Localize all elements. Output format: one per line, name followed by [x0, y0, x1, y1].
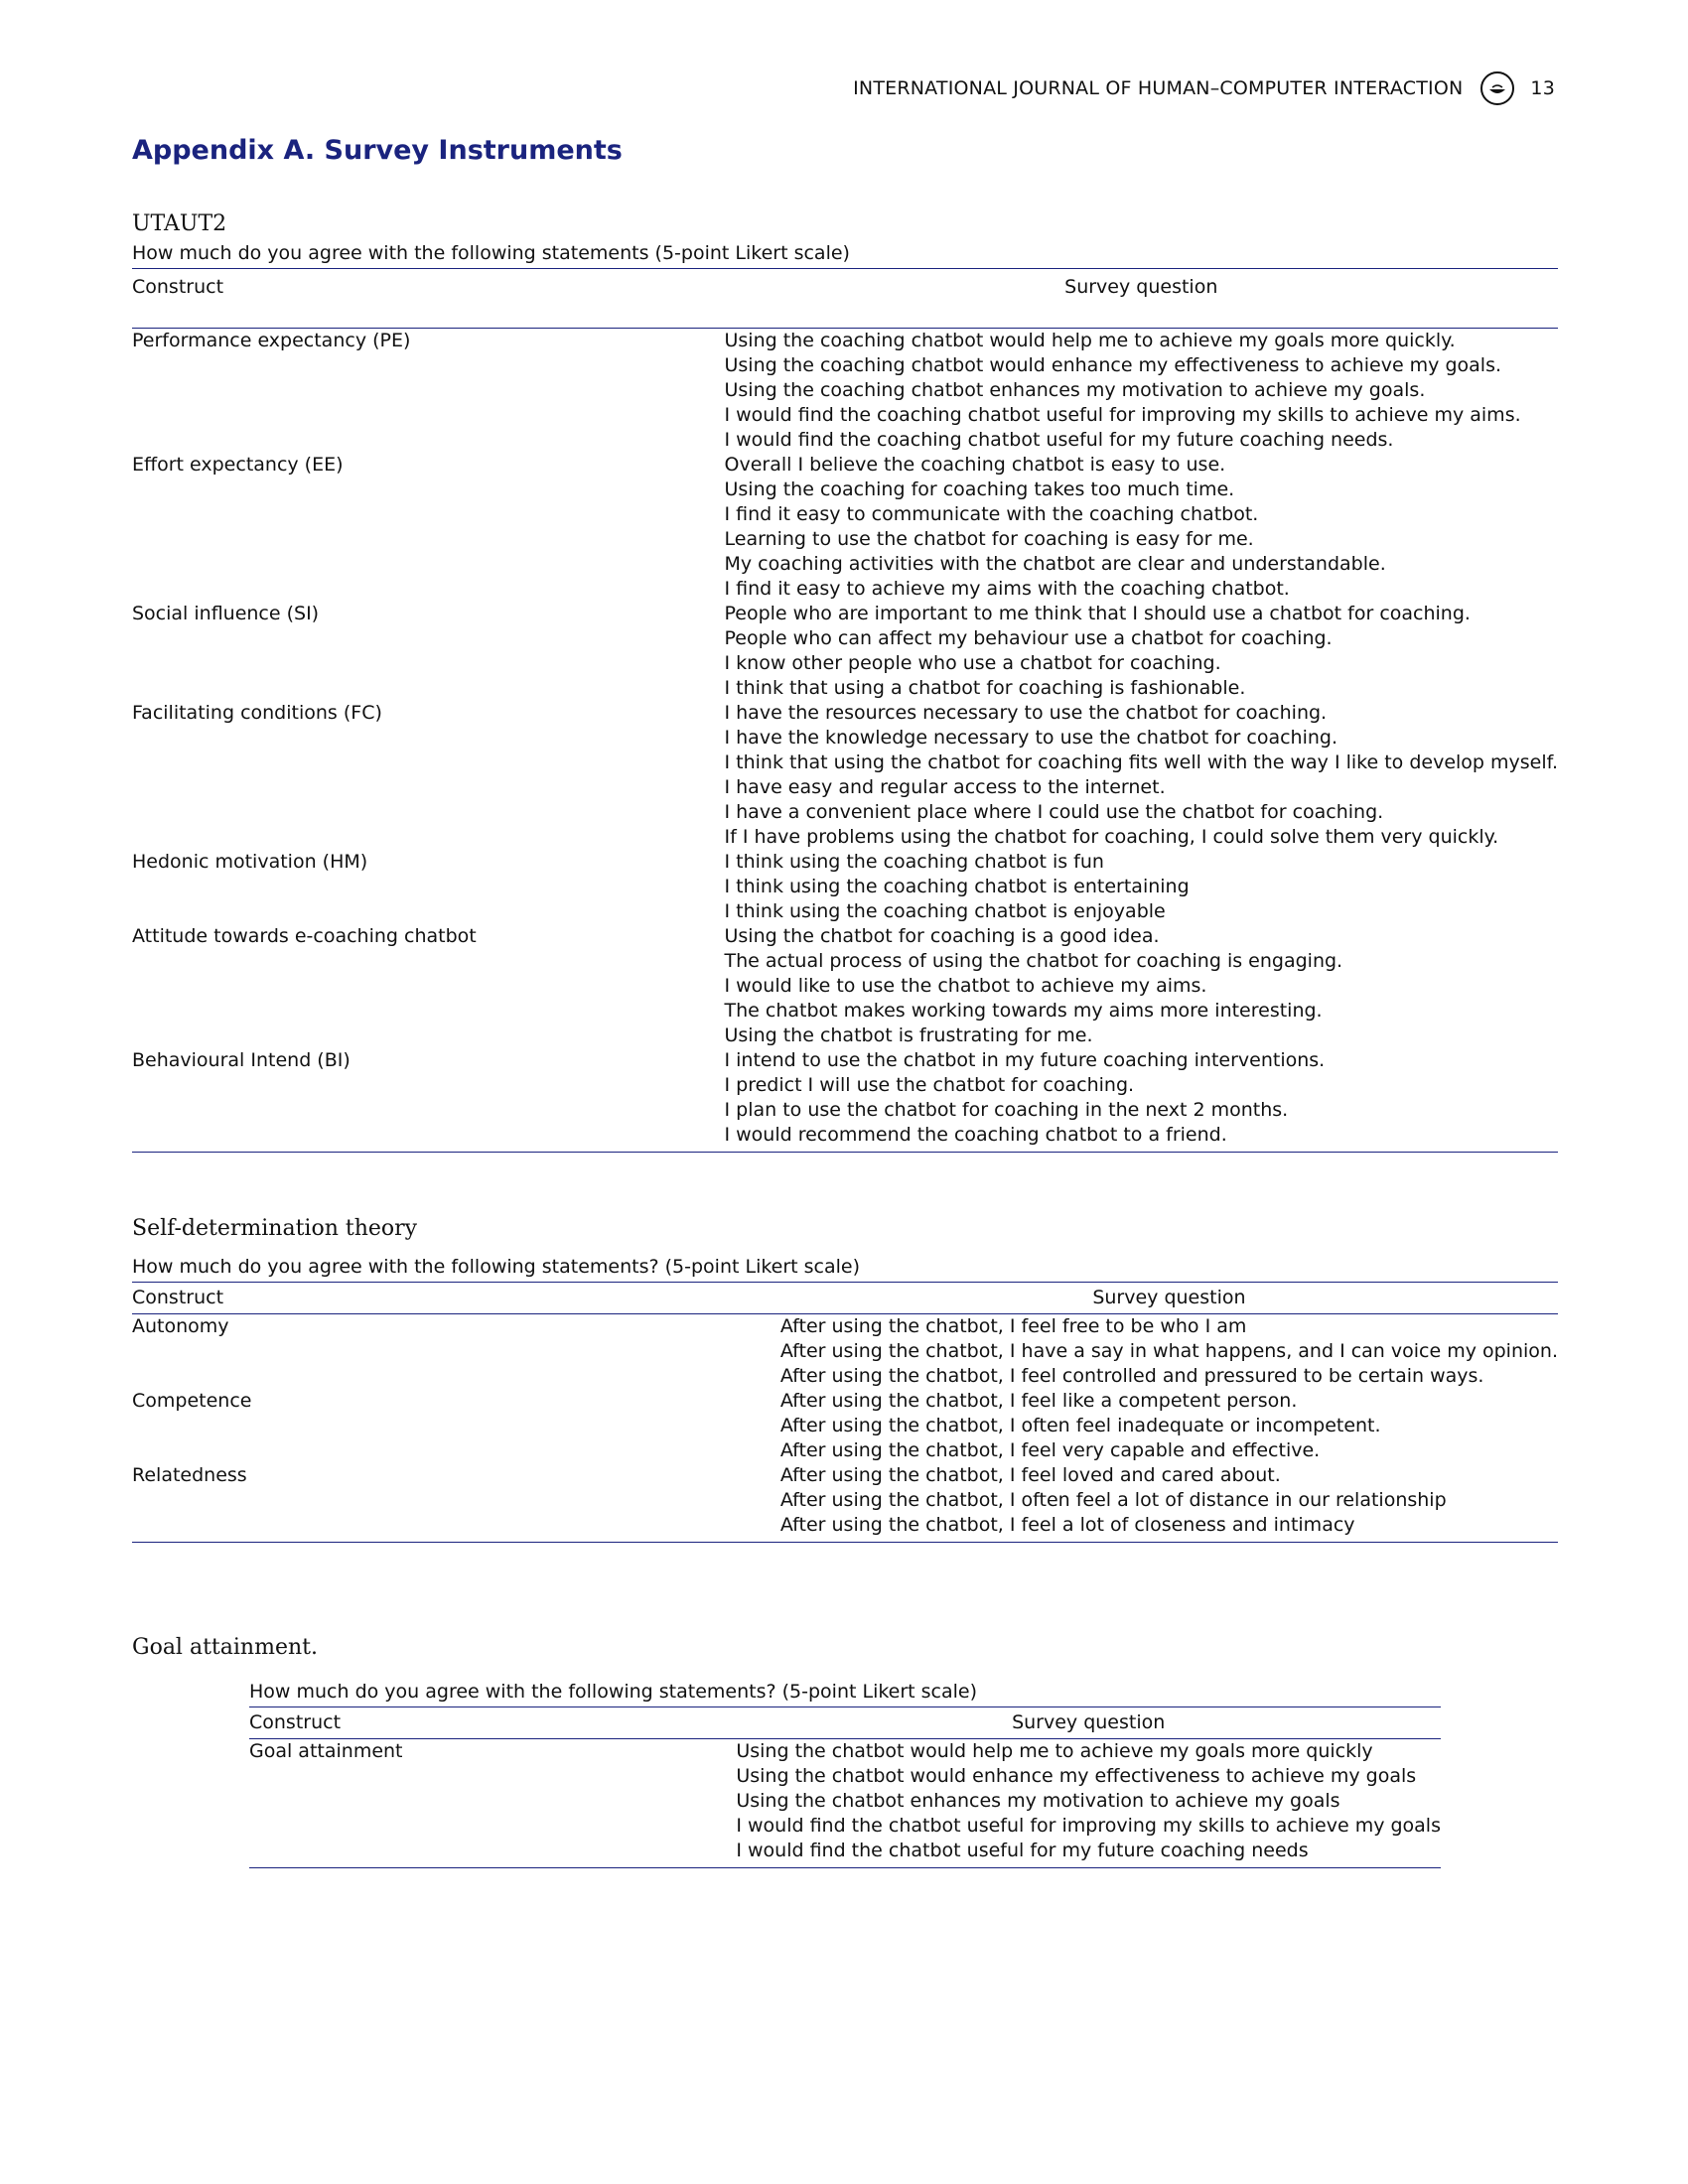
- survey-question: People who are important to me think that I should use a chatbot for coaching.: [724, 603, 1471, 624]
- survey-question: Overall I believe the coaching chatbot is easy to use.: [724, 454, 1226, 476]
- construct-cell: Goal attainment: [249, 1739, 736, 1868]
- survey-question: If I have problems using the chatbot for coaching, I could solve them very quickly.: [724, 826, 1499, 848]
- table-row: [132, 1314, 1558, 1390]
- survey-question: Using the coaching chatbot would enhance my effectiveness to achieve my goals.: [724, 354, 1502, 376]
- question-cell: [725, 453, 1559, 602]
- question-cell: [725, 924, 1559, 1048]
- survey-question: Using the chatbot is frustrating for me.: [724, 1024, 1093, 1046]
- table-row: [132, 701, 1558, 850]
- table-caption: How much do you agree with the following statements? (5-point Likert scale): [249, 1681, 978, 1703]
- column-header-question: Survey question: [1064, 276, 1218, 298]
- column-header-question: Survey question: [1012, 1711, 1166, 1733]
- question-cell: [725, 1048, 1559, 1153]
- survey-question: After using the chatbot, I feel very capable and effective.: [779, 1439, 1321, 1461]
- survey-question: I find it easy to communicate with the coaching chatbot.: [724, 503, 1259, 525]
- question-cell: [780, 1389, 1558, 1463]
- survey-question: I have a convenient place where I could use the chatbot for coaching.: [724, 801, 1384, 823]
- column-header-construct: Construct: [132, 1287, 224, 1308]
- survey-question: I think using the coaching chatbot is fun: [724, 851, 1104, 873]
- survey-question: I think that using a chatbot for coaching is fashionable.: [724, 677, 1246, 699]
- survey-question: I would find the chatbot useful for improving my skills to achieve my goals: [736, 1815, 1441, 1837]
- survey-question: I would find the coaching chatbot useful for improving my skills to achieve my aims.: [724, 404, 1521, 426]
- column-header-construct: Construct: [132, 276, 224, 298]
- table-row: [132, 1463, 1558, 1543]
- page-number: 13: [1530, 77, 1555, 99]
- construct-cell: Relatedness: [132, 1463, 780, 1543]
- construct-cell: Autonomy: [132, 1315, 229, 1337]
- section-heading-goal: Goal attainment.: [132, 1635, 318, 1660]
- survey-question: I would find the coaching chatbot useful for my future coaching needs.: [724, 429, 1394, 451]
- survey-question: I have the knowledge necessary to use the chatbot for coaching.: [724, 727, 1337, 749]
- survey-question: Using the coaching chatbot enhances my motivation to achieve my goals.: [724, 379, 1426, 401]
- construct-cell: Facilitating conditions (FC): [132, 702, 382, 724]
- sdt-table: [132, 1255, 1558, 1543]
- survey-question: The actual process of using the chatbot for coaching is engaging.: [724, 950, 1343, 972]
- construct-cell: Effort expectancy (EE): [132, 454, 344, 476]
- table-row: [132, 1389, 1558, 1463]
- question-cell: [736, 1739, 1441, 1868]
- survey-question: I would find the chatbot useful for my future coaching needs: [736, 1840, 1309, 1861]
- table-caption: How much do you agree with the following statements? (5-point Likert scale): [132, 1256, 861, 1278]
- survey-question: After using the chatbot, I often feel a lot of distance in our relationship: [779, 1489, 1447, 1511]
- survey-question: The chatbot makes working towards my aims more interesting.: [724, 1000, 1323, 1022]
- survey-question: After using the chatbot, I feel loved and cared about.: [779, 1464, 1281, 1486]
- table-row: [132, 924, 1558, 1048]
- table-row: [132, 1048, 1558, 1153]
- survey-question: Using the coaching for coaching takes too much time.: [724, 478, 1235, 500]
- column-header-question: Survey question: [1092, 1287, 1246, 1308]
- survey-question: I think using the coaching chatbot is entertaining: [724, 876, 1190, 897]
- survey-question: After using the chatbot, I often feel inadequate or incompetent.: [779, 1415, 1381, 1436]
- construct-cell: Performance expectancy (PE): [132, 330, 411, 351]
- survey-question: I find it easy to achieve my aims with the coaching chatbot.: [724, 578, 1290, 600]
- journal-title: INTERNATIONAL JOURNAL OF HUMAN–COMPUTER INTERACTION: [853, 77, 1464, 99]
- survey-question: I would recommend the coaching chatbot to a friend.: [724, 1124, 1227, 1146]
- running-head: [853, 71, 1555, 105]
- survey-question: I think that using the chatbot for coaching fits well with the way I like to develop myself.: [724, 751, 1558, 773]
- section-heading-utaut2: UTAUT2: [132, 211, 227, 236]
- goal-table: [249, 1680, 1441, 1868]
- survey-question: I have easy and regular access to the internet.: [724, 776, 1166, 798]
- survey-question: After using the chatbot, I feel controlled and pressured to be certain ways.: [779, 1365, 1484, 1387]
- survey-question: Using the coaching chatbot would help me to achieve my goals more quickly.: [724, 330, 1456, 351]
- utaut2-table: [132, 241, 1558, 1153]
- survey-question: I plan to use the chatbot for coaching in the next 2 months.: [724, 1099, 1289, 1121]
- survey-question: Using the chatbot enhances my motivation to achieve my goals: [736, 1790, 1340, 1812]
- survey-question: After using the chatbot, I feel like a competent person.: [779, 1390, 1298, 1412]
- survey-question: I intend to use the chatbot in my future coaching interventions.: [724, 1049, 1326, 1071]
- survey-question: My coaching activities with the chatbot are clear and understandable.: [724, 553, 1386, 575]
- construct-cell: Behavioural Intend (BI): [132, 1048, 725, 1153]
- table-caption: How much do you agree with the following statements (5-point Likert scale): [132, 242, 850, 264]
- survey-question: After using the chatbot, I feel free to be who I am: [779, 1315, 1247, 1337]
- construct-cell: Attitude towards e-coaching chatbot: [132, 925, 477, 947]
- survey-question: After using the chatbot, I have a say in what happens, and I can voice my opinion.: [779, 1340, 1558, 1362]
- survey-question: Using the chatbot would help me to achieve my goals more quickly: [736, 1740, 1373, 1762]
- table-row: [132, 850, 1558, 924]
- survey-question: I would like to use the chatbot to achieve my aims.: [724, 975, 1207, 997]
- survey-question: I predict I will use the chatbot for coaching.: [724, 1074, 1135, 1096]
- column-header-construct: Construct: [249, 1711, 342, 1733]
- survey-question: Using the chatbot for coaching is a good idea.: [724, 925, 1160, 947]
- section-heading-sdt: Self-determination theory: [132, 1216, 418, 1241]
- question-cell: [725, 850, 1559, 924]
- survey-question: People who can affect my behaviour use a chatbot for coaching.: [724, 627, 1333, 649]
- survey-question: After using the chatbot, I feel a lot of closeness and intimacy: [779, 1514, 1355, 1536]
- table-row: [132, 453, 1558, 602]
- question-cell: [725, 329, 1559, 454]
- question-cell: [725, 602, 1559, 701]
- table-row: [132, 602, 1558, 701]
- survey-question: I know other people who use a chatbot for coaching.: [724, 652, 1221, 674]
- survey-question: Using the chatbot would enhance my effectiveness to achieve my goals: [736, 1765, 1417, 1787]
- construct-cell: Competence: [132, 1390, 252, 1412]
- survey-question: I think using the coaching chatbot is enjoyable: [724, 900, 1166, 922]
- question-cell: [725, 701, 1559, 850]
- construct-cell: Hedonic motivation (HM): [132, 851, 368, 873]
- table-row: [249, 1739, 1441, 1868]
- table-row: [132, 329, 1558, 454]
- question-cell: [780, 1463, 1558, 1543]
- question-cell: [780, 1314, 1558, 1390]
- survey-question: I have the resources necessary to use the chatbot for coaching.: [724, 702, 1328, 724]
- survey-question: Learning to use the chatbot for coaching is easy for me.: [724, 528, 1254, 550]
- appendix-title: Appendix A. Survey Instruments: [132, 135, 623, 166]
- publisher-logo-icon: [1480, 71, 1514, 105]
- construct-cell: Social influence (SI): [132, 603, 320, 624]
